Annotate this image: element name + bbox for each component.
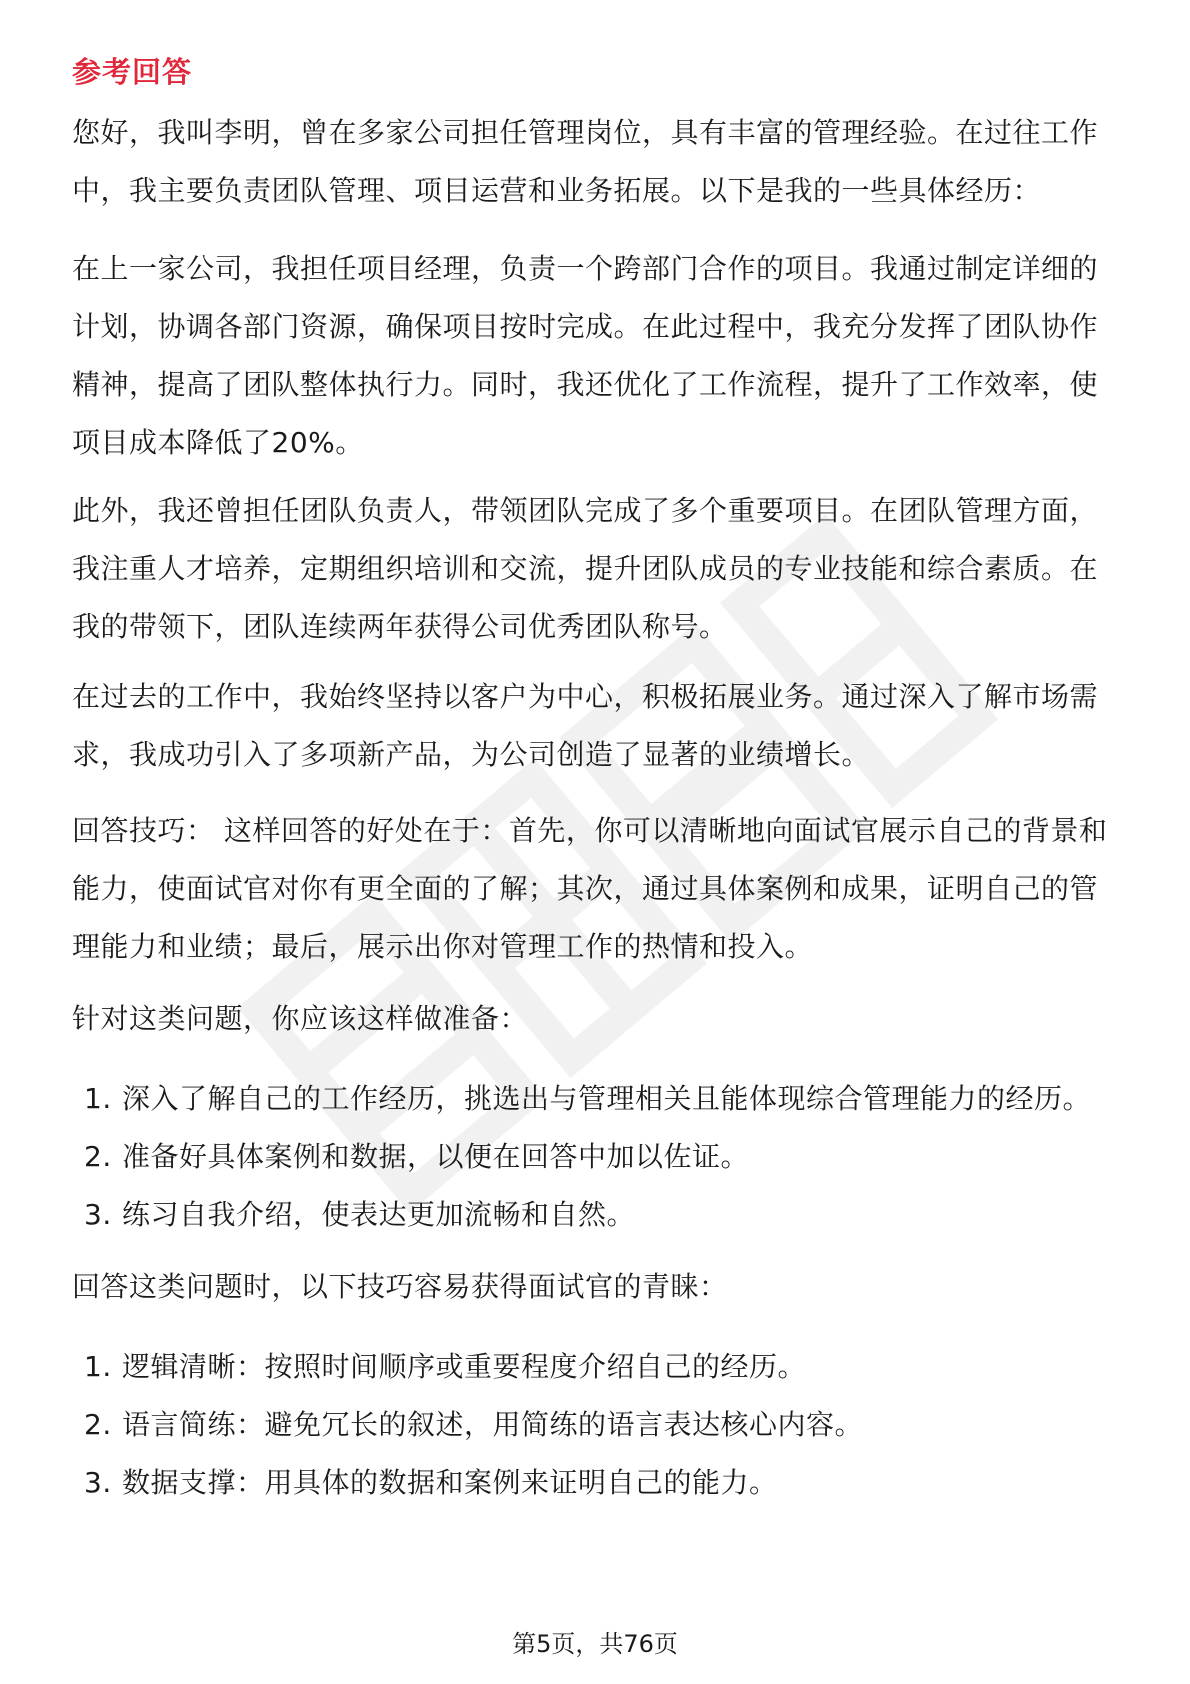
section-title: 参考回答 — [72, 55, 193, 89]
list-item: 3. 数据支撑：用具体的数据和案例来证明自己的能力。 — [84, 1466, 778, 1499]
list-item: 2. 准备好具体案例和数据，以便在回答中加以佐证。 — [84, 1140, 750, 1173]
list-item: 1. 深入了解自己的工作经历，挑选出与管理相关且能体现综合管理能力的经历。 — [84, 1082, 1092, 1115]
tips-list — [84, 1338, 1124, 1512]
leadership-paragraph: 此外，我还曾担任团队负责人，带领团队完成了多个重要项目。在团队管理方面，我注重人才培养，定期组织培训和交流，提升团队成员的专业技能和综合素质。在我的带领下，团队连续两年获得公司优秀团队称号。 — [72, 494, 1099, 643]
page-number: 第5页，共76页 — [512, 1630, 678, 1658]
list-item: 3. 练习自我介绍，使表达更加流畅和自然。 — [84, 1198, 636, 1231]
list-item: 2. 语言简练：避免冗长的叙述，用简练的语言表达核心内容。 — [84, 1408, 864, 1441]
prep-list — [84, 1070, 1124, 1244]
tips-heading: 回答这类问题时，以下技巧容易获得面试官的青睐： — [72, 1270, 728, 1303]
business-paragraph: 在过去的工作中，我始终坚持以客户为中心，积极拓展业务。通过深入了解市场需求，我成功引入了多项新产品，为公司创造了显著的业绩增长。 — [72, 680, 1099, 771]
prep-heading: 针对这类问题，你应该这样做准备： — [72, 1002, 529, 1035]
list-item: 1. 逻辑清晰：按照时间顺序或重要程度介绍自己的经历。 — [84, 1350, 807, 1383]
experience-paragraph: 在上一家公司，我担任项目经理，负责一个跨部门合作的项目。我通过制定详细的计划，协调各部门资源，确保项目按时完成。在此过程中，我充分发挥了团队协作精神，提高了团队整体执行力。同时，我还优化了工作流程，提升了工作效率，使项目成本降低了20%。 — [72, 252, 1099, 459]
tips-paragraph: 回答技巧： 这样回答的好处在于：首先，你可以清晰地向面试官展示自己的背景和能力，使面试官对你有更全面的了解；其次，通过具体案例和成果，证明自己的管理能力和业绩；最后，展示出你对管理工作的热情和投入。 — [72, 814, 1108, 963]
intro-paragraph: 您好，我叫李明，曾在多家公司担任管理岗位，具有丰富的管理经验。在过往工作中，我主要负责团队管理、项目运营和业务拓展。以下是我的一些具体经历： — [72, 116, 1099, 207]
